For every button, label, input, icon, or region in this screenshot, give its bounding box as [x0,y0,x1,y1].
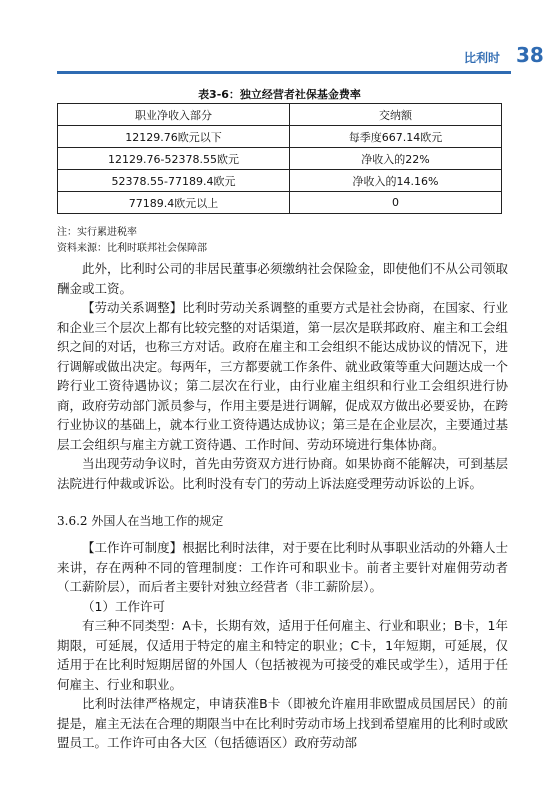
table-cell-income: 77189.4欧元以上 [58,192,290,214]
page-number: 38 [516,43,544,67]
table-cell-payment: 每季度667.14欧元 [290,126,502,148]
table-source: 资料来源：比利时联邦社会保障部 [57,243,207,254]
paragraph: 当出现劳动争议时，首先由劳资双方进行协商。如果协商不能解决，可到基层法院进行仲裁或诉讼。比利时没有专门的劳动上诉法庭受理劳动诉讼的上诉。 [57,456,508,491]
table-cell-income: 12129.76-52378.55欧元 [58,148,290,170]
table-header-row [58,104,502,126]
running-header-country: 比利时 [464,51,501,65]
table-notes [57,225,207,257]
table-row [58,192,502,214]
paragraph: 有三种不同类型：A卡，长期有效，适用于任何雇主、行业和职业；B卡，1年期限，可延展，仅适用于特定的雇主和特定的职业；C卡，1年短期，可延展，仅适用于在比利时短期居留的外国人（包括被视为可接受的难民或学生），适用于任何雇主、行业和职业。 [57,618,508,692]
table-row [58,148,502,170]
body-text-top [57,259,508,493]
paragraph: 【工作许可制度】根据比利时法律，对于要在比利时从事职业活动的外籍人士来讲，存在两种不同的管理制度：工作许可和职业卡。前者主要针对雇佣劳动者（工薪阶层），而后者主要针对独立经营者（非工薪阶层）。 [57,540,508,594]
table-title: 表3-6：独立经营者社保基金费率 [198,88,361,101]
paragraph: 此外，比利时公司的非居民董事必须缴纳社会保险金，即使他们不从公司领取酬金或工资。 [57,261,508,296]
table-row [58,170,502,192]
body-text-bottom [57,538,508,753]
paragraph: 比利时法律严格规定，申请获准B卡（即被允许雇用非欧盟成员国居民）的前提是，雇主无法在合理的期限当中在比利时劳动市场上找到希望雇用的比利时或欧盟员工。工作许可由各大区（包括德语区）政府劳动部 [57,696,508,750]
table-row [58,126,502,148]
table-cell-income: 12129.76欧元以下 [58,126,290,148]
table-cell-payment: 净收入的14.16% [290,170,502,192]
section-heading: 3.6.2 外国人在当地工作的规定 [57,514,224,528]
table-cell-payment: 0 [290,192,502,214]
column-header-payment: 交纳额 [290,104,502,126]
header-rule [57,71,511,74]
table-cell-payment: 净收入的22% [290,148,502,170]
column-header-income: 职业净收入部分 [58,104,290,126]
paragraph: 【劳动关系调整】比利时劳动关系调整的重要方式是社会协商，在国家、行业和企业三个层次上都有比较完整的对话渠道，第一层次是联邦政府、雇主和工会组织之间的对话，也称三方对话。政府在雇主和工会组织不能达成协议的情况下，进行调解或做出决定。每两年，三方都要就工作条件、就业政策等重大问题达成一个跨行业工资待遇协议；第二层次在行业，由行业雇主组织和行业工会组织进行协商，政府劳动部门派员参与，作用主要是进行调解，促成双方做出必要妥协，在跨行业协议的基础上，就本行业工资待遇达成协议；第三是在企业层次，主要通过基层工会组织与雇主方就工资待遇、工作时间、劳动环境进行集体协商。 [57,300,508,452]
table-note: 注：实行累进税率 [57,227,137,238]
fee-rate-table [57,103,502,214]
table-cell-income: 52378.55-77189.4欧元 [58,170,290,192]
subheading: （1）工作许可 [82,598,165,614]
